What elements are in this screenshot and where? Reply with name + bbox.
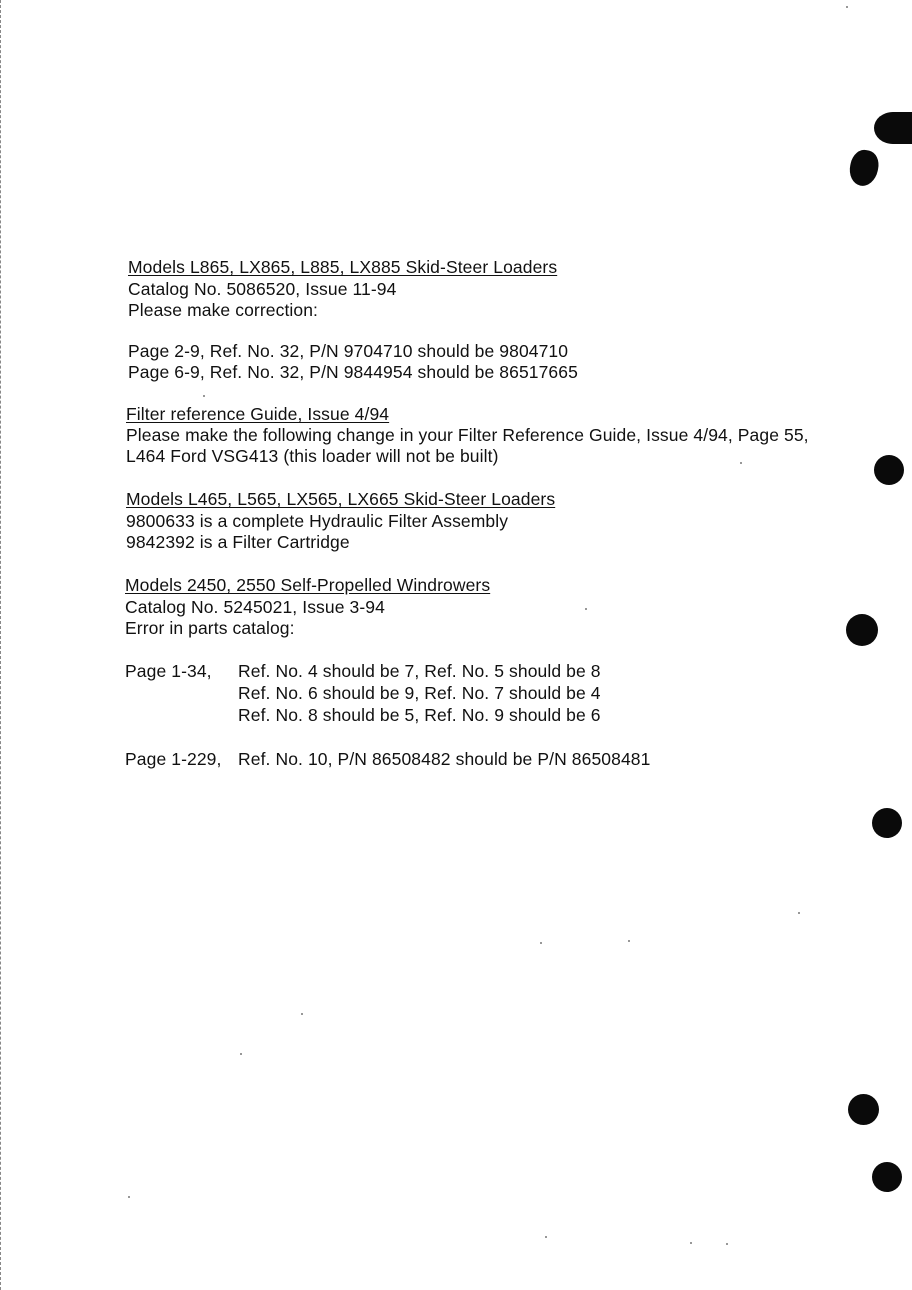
scan-speck [726, 1243, 728, 1245]
scan-speck [798, 912, 800, 914]
scan-speck [740, 462, 742, 464]
scan-speck [846, 6, 848, 8]
scan-speck [540, 942, 542, 944]
page-edge [0, 0, 3, 1290]
section1-item: Page 6-9, Ref. No. 32, P/N 9844954 should be 86517665 [128, 362, 578, 382]
section2-line2: L464 Ford VSG413 (this loader will not be built) [126, 446, 499, 466]
scan-speck [203, 395, 205, 397]
section4-heading: Models 2450, 2550 Self-Propelled Windrowers [125, 575, 491, 595]
punch-hole [874, 112, 912, 144]
section1-item: Page 2-9, Ref. No. 32, P/N 9704710 should be 9804710 [128, 341, 569, 361]
section3-line1: 9800633 is a complete Hydraulic Filter Assembly [126, 511, 509, 531]
section4-instruction: Error in parts catalog: [125, 618, 295, 638]
section3-line2: 9842392 is a Filter Cartridge [126, 532, 350, 552]
entry1-page: Page 1-34, [125, 661, 212, 681]
section3-heading: Models L465, L565, LX565, LX665 Skid-Steer Loaders [126, 489, 556, 509]
section2-line1: Please make the following change in your Filter Reference Guide, Issue 4/94, Page 55, [126, 425, 809, 445]
scan-speck [585, 608, 587, 610]
punch-hole [872, 808, 902, 838]
punch-hole [847, 147, 882, 188]
punch-hole [848, 1094, 879, 1125]
punch-hole [872, 1162, 902, 1192]
section1-catalog: Catalog No. 5086520, Issue 11-94 [128, 279, 397, 299]
section1-heading: Models L865, LX865, L885, LX885 Skid-Steer Loaders [128, 257, 558, 277]
entry2-text: Ref. No. 10, P/N 86508482 should be P/N 86508481 [238, 749, 651, 769]
entry1-line: Ref. No. 4 should be 7, Ref. No. 5 should be 8 [238, 661, 601, 681]
scan-speck [545, 1236, 547, 1238]
entry1-line: Ref. No. 8 should be 5, Ref. No. 9 should be 6 [238, 705, 601, 725]
scan-speck [240, 1053, 242, 1055]
scan-speck [128, 1196, 130, 1198]
entry2-page: Page 1-229, [125, 749, 222, 769]
scan-speck [628, 940, 630, 942]
section1-instruction: Please make correction: [128, 300, 319, 320]
entry1-line: Ref. No. 6 should be 9, Ref. No. 7 should be 4 [238, 683, 601, 703]
section4-catalog: Catalog No. 5245021, Issue 3-94 [125, 597, 385, 617]
section2-heading: Filter reference Guide, Issue 4/94 [126, 404, 390, 424]
punch-hole [874, 455, 904, 485]
scan-speck [690, 1242, 692, 1244]
punch-hole [846, 614, 878, 646]
scan-speck [301, 1013, 303, 1015]
